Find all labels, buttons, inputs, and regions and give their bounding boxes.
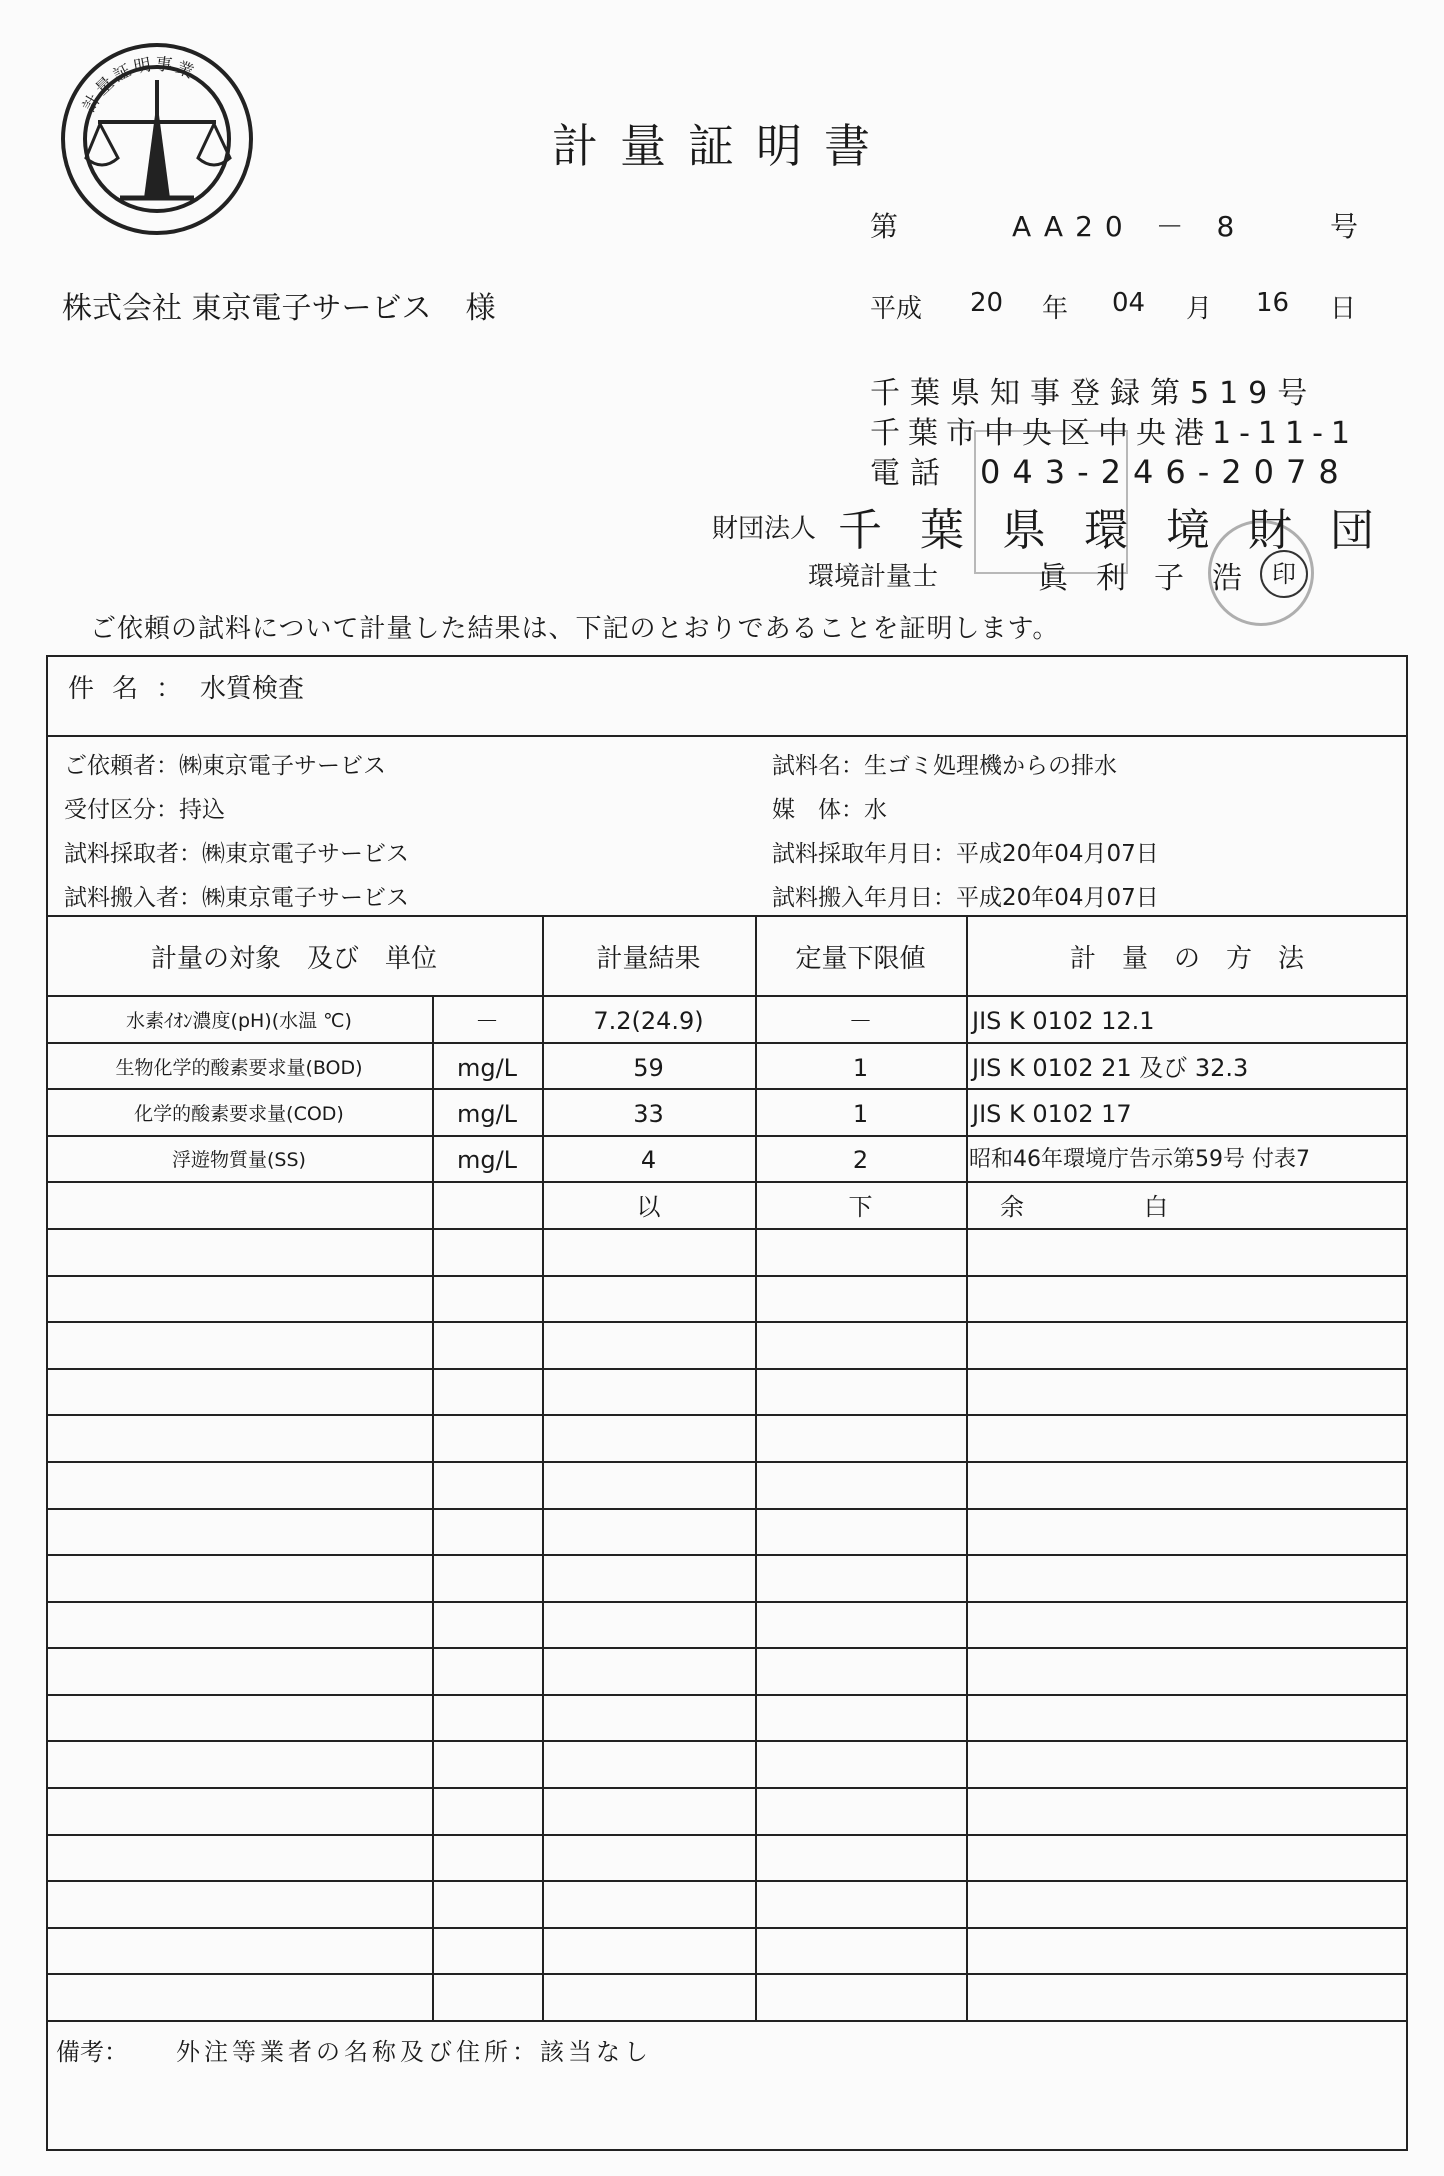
header-method: 計 量 の 方 法	[1069, 944, 1304, 974]
row-1-result: 7.2(24.9)	[593, 1007, 704, 1035]
header-target: 計量の対象 及び 単位	[150, 944, 437, 974]
row-1-target: 水素ｲｵﾝ濃度(pH)(水温 ℃)	[126, 1010, 352, 1032]
row-1-unit: －	[475, 1007, 499, 1035]
table-row-line	[46, 1694, 1408, 1696]
row-3-result: 33	[633, 1100, 664, 1128]
number-prefix: 第	[870, 210, 899, 243]
header-result: 計量結果	[596, 944, 701, 974]
table-row-line	[46, 1880, 1408, 1882]
table-row-line	[46, 1601, 1408, 1603]
row-4-result: 4	[640, 1146, 657, 1174]
subject-value: 水質検査	[200, 674, 305, 704]
table-row-line	[46, 1368, 1408, 1370]
number-suffix: 号	[1330, 210, 1359, 243]
org-prefix: 財団法人	[712, 514, 817, 544]
date-year-unit: 年	[1042, 294, 1069, 324]
measurer-title: 環境計量士	[808, 562, 939, 592]
seal-text: 計量証明事業	[79, 54, 200, 116]
phone-number: 043-246-2078	[980, 453, 1351, 491]
divider	[46, 735, 1408, 737]
date-day-unit: 日	[1330, 294, 1357, 324]
row-4-unit: mg/L	[456, 1146, 518, 1174]
remarks-text: 外注等業者の名称及び住所：該当なし	[176, 2038, 652, 2066]
org-name: 千葉県環境財団	[838, 505, 1412, 556]
col-divider	[966, 915, 968, 2020]
row-2-target: 生物化学的酸素要求量(BOD)	[115, 1057, 363, 1079]
row-3-method: JIS K 0102 17	[972, 1100, 1132, 1128]
row-1-method: JIS K 0102 12.1	[972, 1007, 1155, 1035]
row-4-method: 昭和46年環境庁告示第59号 付表7	[969, 1147, 1310, 1172]
table-row-line	[46, 2020, 1408, 2022]
info-sampling-date: 試料採取年月日：平成20年04月07日	[772, 841, 1159, 867]
row-2-limit: 1	[852, 1054, 869, 1082]
info-reception: 受付区分：持込	[64, 797, 225, 823]
info-right	[772, 744, 1159, 920]
table-row-line	[46, 1461, 1408, 1463]
svg-text:計量証明事業	[79, 54, 199, 115]
row-4-target: 浮遊物質量(SS)	[172, 1149, 306, 1171]
table-row-line	[46, 1787, 1408, 1789]
table-row-line	[46, 1740, 1408, 1742]
recipient	[62, 283, 496, 327]
info-sampler: 試料採取者：㈱東京電子サービス	[64, 841, 409, 867]
blank-marker-1: 以	[636, 1193, 661, 1221]
blank-marker-4: 白	[1144, 1193, 1168, 1221]
table-row-line	[46, 1275, 1408, 1277]
date-year: 20	[970, 288, 1004, 318]
recipient-honorific: 様	[465, 291, 496, 326]
table-row-line	[46, 1647, 1408, 1649]
row-4-limit: 2	[852, 1146, 869, 1174]
info-sample-name: 試料名：生ゴミ処理機からの排水	[772, 753, 1117, 779]
row-2-unit: mg/L	[456, 1054, 518, 1082]
table-row-line	[46, 1414, 1408, 1416]
subject-label: 件名：	[68, 674, 201, 704]
blank-marker-3: 余	[1000, 1193, 1024, 1221]
issue-date	[870, 288, 1357, 328]
row-3-unit: mg/L	[456, 1100, 518, 1128]
measurer-name: 眞利子浩	[1038, 561, 1270, 596]
certification-statement: ご依頼の試料について計量した結果は、下記のとおりであることを証明します。	[90, 614, 1060, 644]
blank-marker-2: 下	[848, 1193, 873, 1221]
phone-label: 電話	[870, 456, 950, 491]
table-row-line	[46, 1834, 1408, 1836]
personal-seal-mark: 印	[1260, 550, 1308, 598]
registration-number: 千葉県知事登録第519号	[870, 376, 1318, 411]
info-client: ご依頼者：㈱東京電子サービス	[64, 753, 386, 779]
info-medium: 媒 体：水	[772, 797, 887, 823]
table-header-bottom	[46, 995, 1408, 997]
date-month-unit: 月	[1186, 294, 1213, 324]
issuer-address: 千葉市中央区中央港1-11-1	[870, 416, 1358, 451]
table-row-line	[46, 1927, 1408, 1929]
info-deliverer: 試料搬入者：㈱東京電子サービス	[64, 885, 409, 911]
table-top	[46, 915, 1408, 917]
date-era: 平成	[870, 294, 923, 324]
recipient-company: 株式会社 東京電子サービス	[62, 291, 432, 326]
table-row-line	[46, 1508, 1408, 1510]
row-3-target: 化学的酸素要求量(COD)	[134, 1103, 344, 1125]
header-limit: 定量下限値	[795, 944, 926, 974]
date-month: 04	[1112, 288, 1146, 318]
row-3-limit: 1	[852, 1100, 869, 1128]
number-value: AA20 － 8	[1012, 210, 1247, 243]
issuer-phone	[870, 448, 1351, 492]
date-day: 16	[1256, 288, 1290, 318]
document-title: 計量証明書	[552, 119, 892, 173]
certificate-number	[870, 205, 1359, 245]
table-row-line	[46, 1973, 1408, 1975]
row-2-result: 59	[633, 1054, 664, 1082]
subject	[68, 668, 304, 705]
remarks	[56, 2032, 652, 2067]
info-delivery-date: 試料搬入年月日：平成20年04月07日	[772, 885, 1159, 911]
table-row-line	[46, 1321, 1408, 1323]
table-row-line	[46, 1554, 1408, 1556]
remarks-label: 備考：	[56, 2038, 128, 2066]
info-left	[64, 744, 409, 920]
row-1-limit: －	[848, 1007, 873, 1035]
row-2-method: JIS K 0102 21 及び 32.3	[972, 1054, 1249, 1082]
